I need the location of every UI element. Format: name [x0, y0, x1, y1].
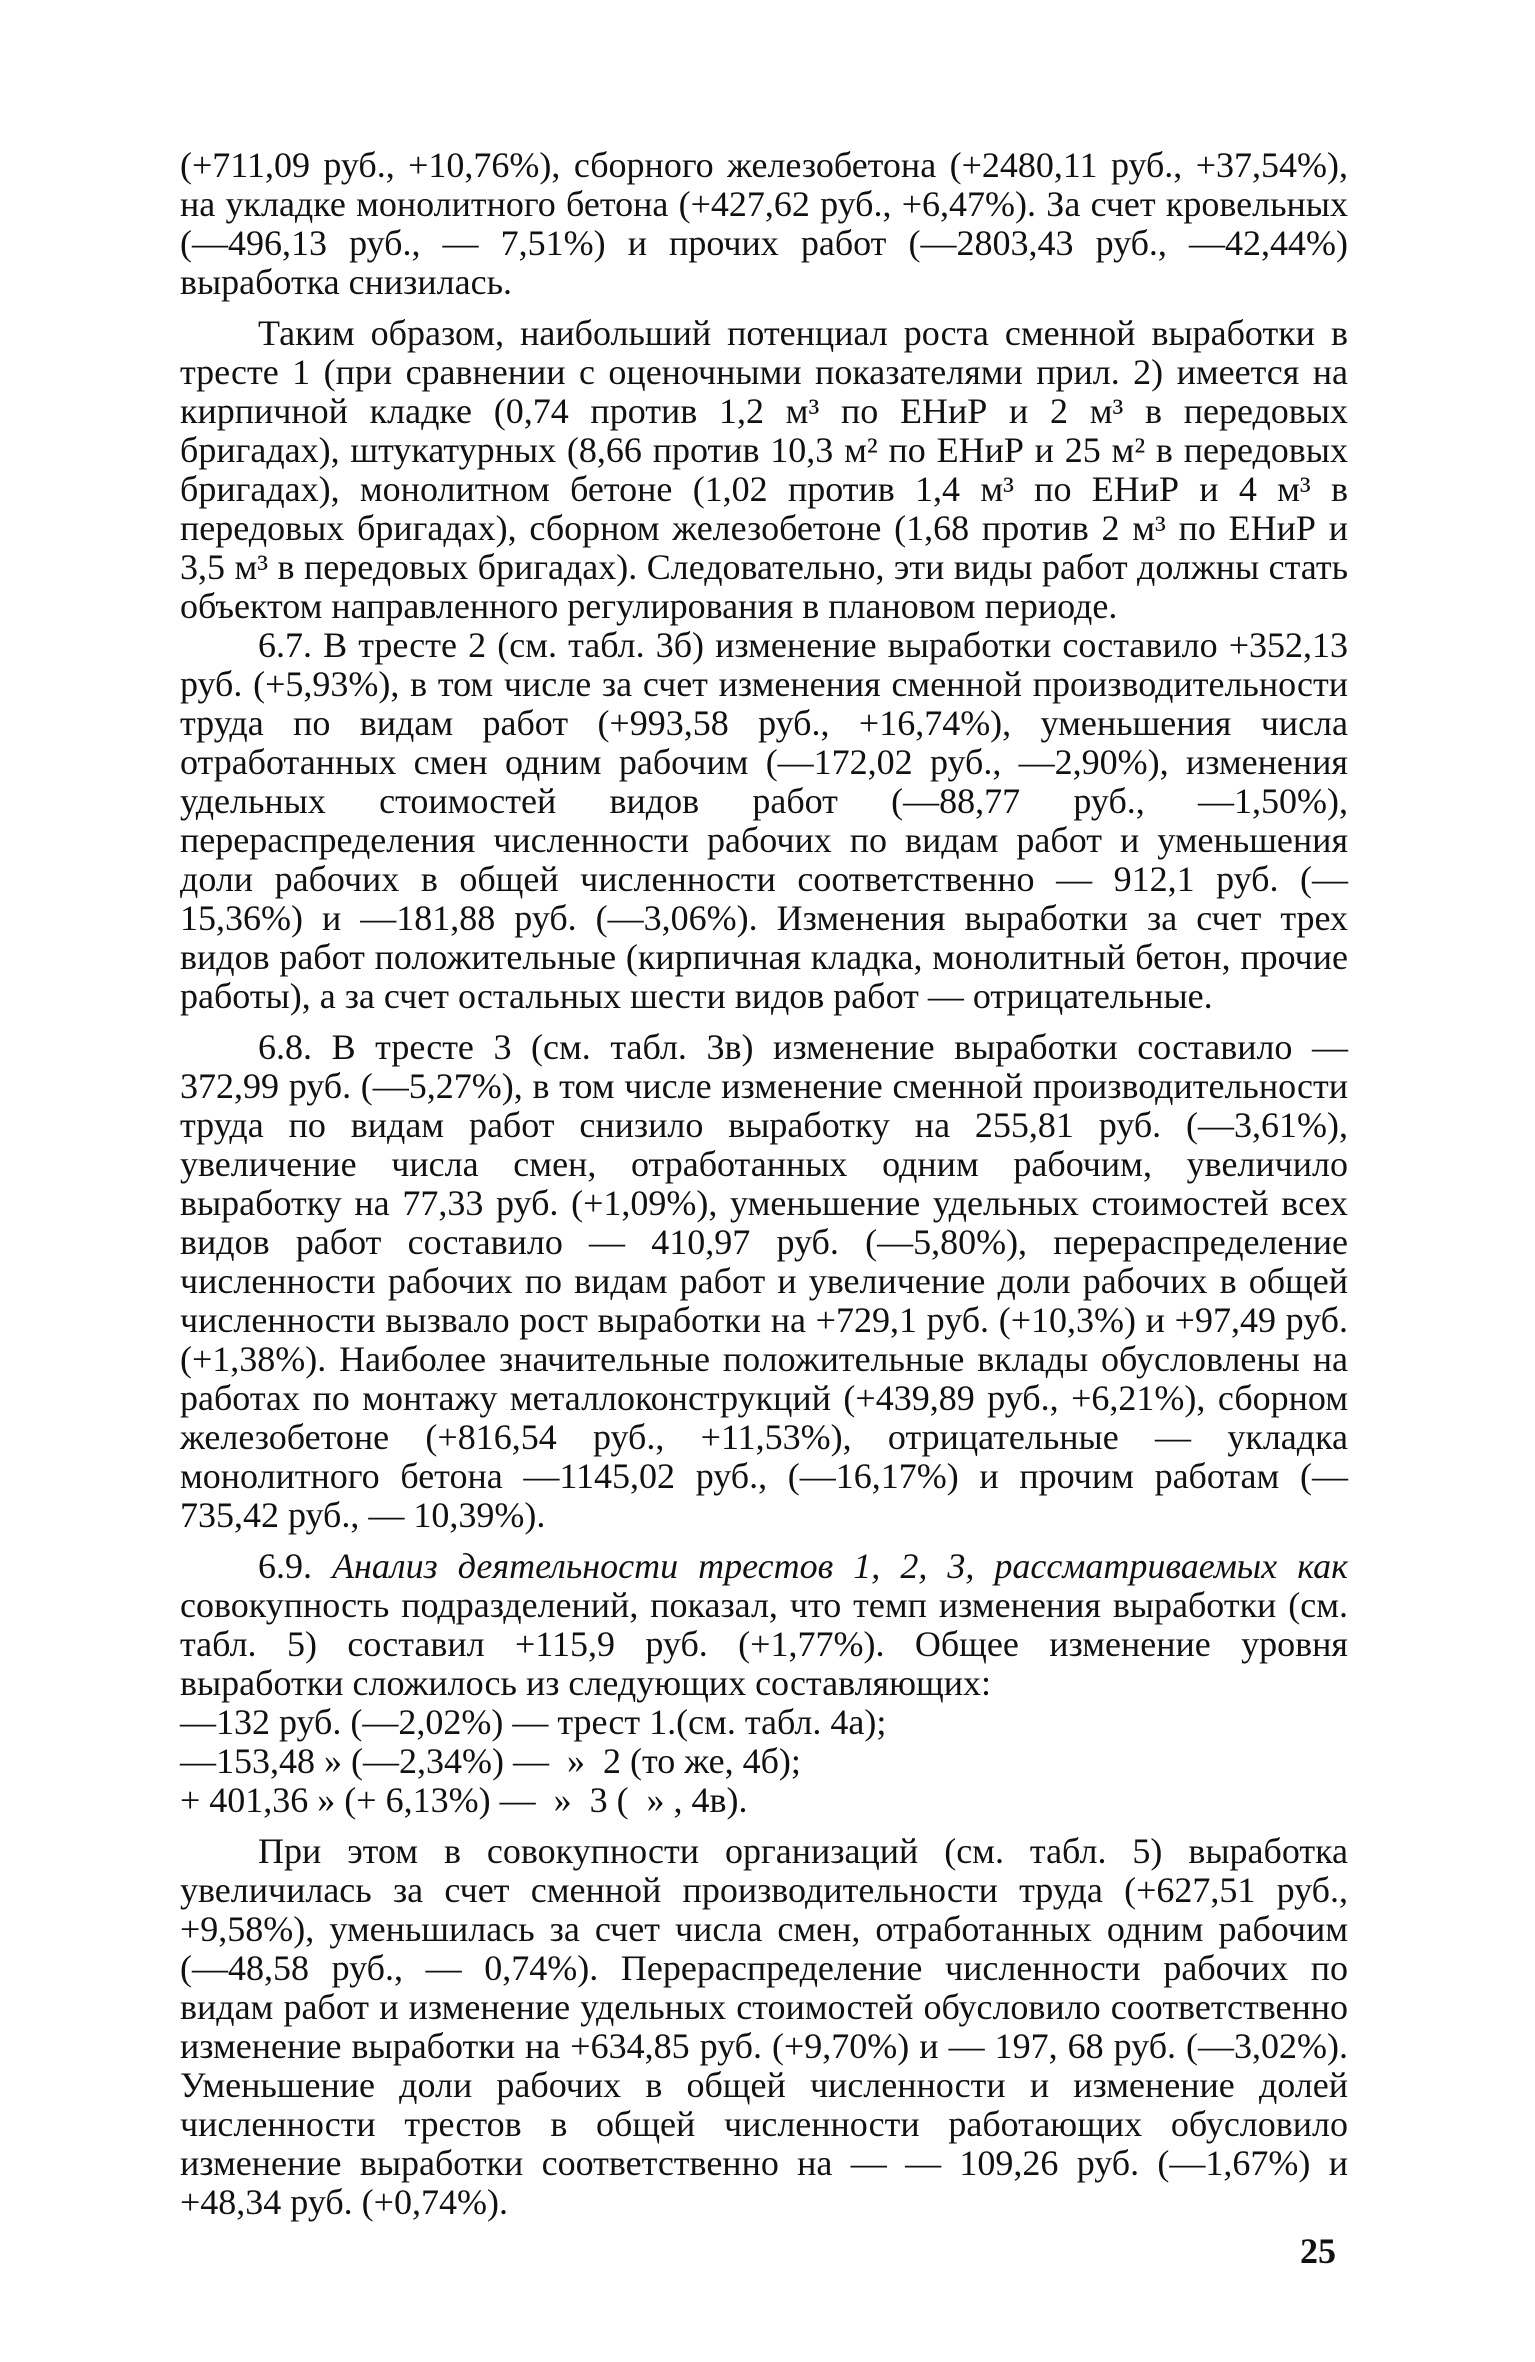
- paragraph-summary: При этом в совокупности организаций (см. табл. 5) выработка увеличилась за счет сменной производительности труда (+627,51 руб., +9,58%), уменьшилась за счет числа смен, отработанных одним рабочим (—48,58 руб., — 0,74%). Перераспределение численности рабочих по видам работ и изменение удельных стоимостей обусловило соответственно изменение выработки на +634,85 руб. (+9,70%) и — 197, 68 руб. (—3,02%). Уменьшение доли рабочих в общей численности и изменение долей численности трестов в общей численности работающих обусловило изменение выработки соответственно на — — 109,26 руб. (—1,67%) и +48,34 руб. (+0,74%).: [180, 1831, 1348, 2222]
- page-number: 25: [1300, 2231, 1336, 2271]
- paragraph-6-9-text: совокупность подразделений, показал, что темп изменения выработки (см. табл. 5) составил +115,9 руб. (+1,77%). Общее изменение уровня выработки сложилось из следующих составляющих:: [180, 1585, 1348, 1703]
- calc-line-3: + 401,36 » (+ 6,13%) — » 3 ( » , 4в).: [180, 1780, 748, 1820]
- paragraph-continuation: (+711,09 руб., +10,76%), сборного железобетона (+2480,11 руб., +37,54%), на укладке монолитного бетона (+427,62 руб., +6,47%). За счет кровельных (—496,13 руб., — 7,51%) и прочих работ (—2803,43 руб., —42,44%) выработка снизилась.: [180, 145, 1348, 302]
- paragraph-6-9: [180, 1547, 1348, 1703]
- page-body: [180, 146, 1348, 2222]
- paragraph-potential: Таким образом, наибольший потенциал роста сменной выработки в тресте 1 (при сравнении с оценочными показателями прил. 2) имеется на кирпичной кладке (0,74 против 1,2 м³ по ЕНиР и 2 м³ в передовых бригадах), штукатурных (8,66 против 10,3 м² по ЕНиР и 25 м² в передовых бригадах), монолитном бетоне (1,02 против 1,4 м³ по ЕНиР и 4 м³ в передовых бригадах), сборном железобетоне (1,68 против 2 м³ по ЕНиР и 3,5 м³ в передовых бригадах). Следовательно, эти виды работ должны стать объектом направленного регулирования в плановом периоде.: [180, 313, 1348, 626]
- section-number: 6.9.: [258, 1546, 312, 1586]
- paragraph-6-8: 6.8. В тресте 3 (см. табл. 3в) изменение выработки составило — 372,99 руб. (—5,27%), в том числе изменение сменной производительности труда по видам работ снизило выработку на 255,81 руб. (—3,61%), увеличение числа смен, отработанных одним рабочим, увеличило выработку на 77,33 руб. (+1,09%), уменьшение удельных стоимостей всех видов работ составило — 410,97 руб. (—5,80%), перераспределение численности рабочих по видам работ и увеличение доли рабочих в общей численности вызвало рост выработки на +729,1 руб. (+10,3%) и +97,49 руб. (+1,38%). Наиболее значительные положительные вклады обусловлены на работах по монтажу металлоконструкций (+439,89 руб., +6,21%), сборном железобетоне (+816,54 руб., +11,53%), отрицательные — укладка монолитного бетона —1145,02 руб., (—16,17%) и прочим работам (—735,42 руб., — 10,39%).: [180, 1027, 1348, 1535]
- calc-line-1: —132 руб. (—2,02%) — трест 1.(см. табл. 4а);: [180, 1702, 887, 1742]
- paragraph-6-7: 6.7. В тресте 2 (см. табл. 3б) изменение выработки составило +352,13 руб. (+5,93%), в том числе за счет изменения сменной производительности труда по видам работ (+993,58 руб., +16,74%), уменьшения числа отработанных смен одним рабочим (—172,02 руб., —2,90%), изменения удельных стоимостей видов работ (—88,77 руб., —1,50%), перераспределения численности рабочих по видам работ и уменьшения доли рабочих в общей численности соответственно — 912,1 руб. (—15,36%) и —181,88 руб. (—3,06%). Изменения выработки за счет трех видов работ положительные (кирпичная кладка, монолитный бетон, прочие работы), а за счет остальных шести видов работ — отрицательные.: [180, 625, 1348, 1016]
- calc-line-2: —153,48 » (—2,34%) — » 2 (то же, 4б);: [180, 1741, 801, 1781]
- italic-heading: Анализ деятельности трестов 1, 2, 3, рассматриваемых как: [332, 1546, 1348, 1586]
